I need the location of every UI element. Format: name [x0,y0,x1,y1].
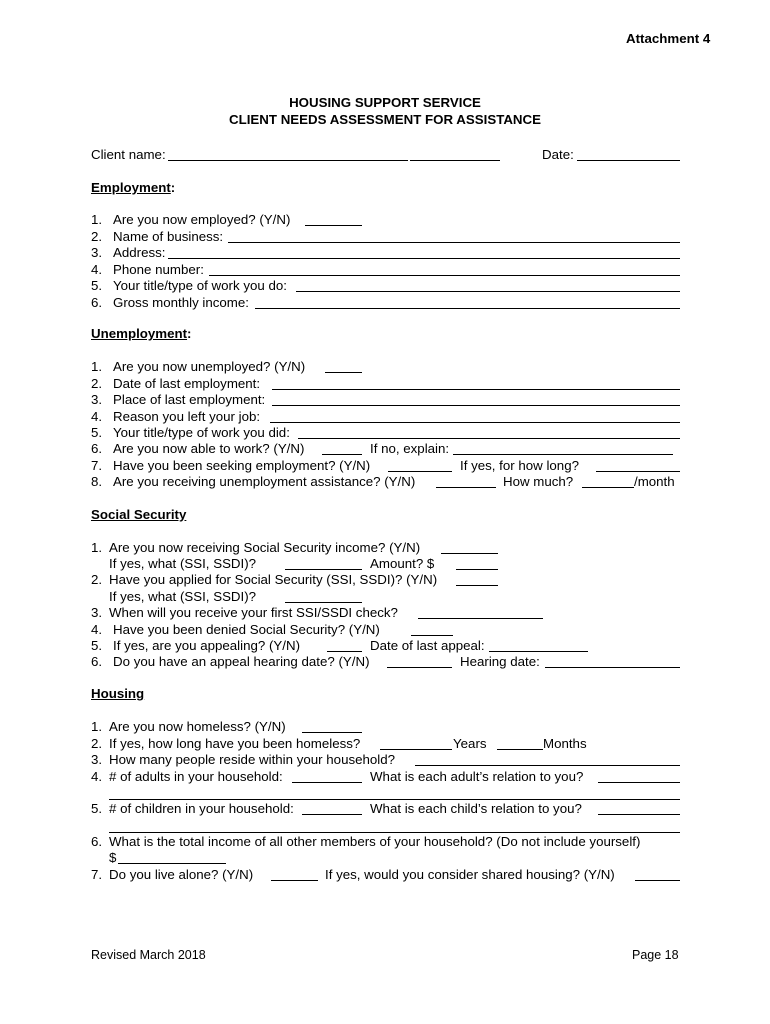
unemployment-assistance-yn-field[interactable] [436,474,496,488]
social-security-heading: Social Security [91,507,187,522]
first-check-field[interactable] [418,605,543,619]
ss-item-1-sub: If yes, what (SSI, SSDI)? [109,556,257,571]
per-month-label: /month [634,474,675,489]
business-name-field[interactable] [228,229,680,243]
child-relation-field[interactable] [598,801,680,815]
explain-field[interactable] [453,441,673,455]
employment-item-1: 1. Are you now employed? (Y/N) [91,212,291,227]
applied-ss-yn-field[interactable] [456,572,498,586]
housing-heading: Housing [91,686,145,701]
reason-left-field[interactable] [270,409,680,423]
unemployed-yn-field[interactable] [325,359,362,373]
hearing-date-field[interactable] [545,654,680,668]
employment-item-5: 5. Your title/type of work you do: [91,278,287,293]
housing-item-6: 6. What is the total income of all other members of your household? (Do not include yourself) [91,834,641,849]
ss-item-3: 3. When will you receive your first SSI/SSDI check? [91,605,398,620]
housing-item-3: 3. How many people reside within your household? [91,752,396,767]
employment-item-3: 3. Address: [91,245,166,260]
homeless-months-field[interactable] [497,736,543,750]
housing-item-5: 5. # of children in your household: [91,801,294,816]
unemployment-item-6: 6. Are you now able to work? (Y/N) [91,441,305,456]
work-did-field[interactable] [298,425,680,439]
homeless-yn-field[interactable] [302,719,362,733]
ss-item-1: 1. Are you now receiving Social Security income? (Y/N) [91,540,421,555]
years-label: Years [453,736,487,751]
how-much-label: How much? [503,474,574,489]
employment-heading: Employment: [91,180,176,195]
last-appeal-label: Date of last appeal: [370,638,485,653]
adults-count-field[interactable] [292,769,362,783]
gross-income-field[interactable] [255,295,680,309]
child-relation-extra-line[interactable] [109,832,680,833]
if-no-explain-label: If no, explain: [370,441,450,456]
amount-field[interactable] [456,556,498,570]
last-employment-place-field[interactable] [272,392,680,406]
client-name-field-extra[interactable] [410,147,500,161]
form-title-line-2: CLIENT NEEDS ASSESSMENT FOR ASSISTANCE [228,112,541,127]
ss-type-field[interactable] [285,556,362,570]
employed-yn-field[interactable] [305,212,362,226]
applied-ss-type-field[interactable] [285,589,362,603]
child-relation-label: What is each child’s relation to you? [370,801,582,816]
housing-item-7: 7. Do you live alone? (Y/N) [91,867,254,882]
date-label: Date: [542,147,574,162]
last-appeal-date-field[interactable] [489,638,588,652]
other-income-field[interactable] [118,850,226,864]
denied-ss-yn-field[interactable] [411,622,453,636]
adult-relation-label: What is each adult’s relation to you? [370,769,584,784]
revision-date: Revised March 2018 [91,948,206,962]
client-name-field[interactable] [168,147,408,161]
ss-item-2-sub: If yes, what (SSI, SSDI)? [109,589,257,604]
unemployment-item-1: 1. Are you now unemployed? (Y/N) [91,359,306,374]
how-long-label: If yes, for how long? [460,458,579,473]
unemployment-item-8: 8. Are you receiving unemployment assistance? (Y/N) [91,474,416,489]
employment-item-2: 2. Name of business: [91,229,224,244]
housing-item-2: 2. If yes, how long have you been homeless? [91,736,361,751]
hearing-yn-field[interactable] [387,654,452,668]
unemployment-item-3: 3. Place of last employment: [91,392,266,407]
seeking-employment-yn-field[interactable] [388,458,452,472]
able-to-work-yn-field[interactable] [322,441,362,455]
homeless-years-field[interactable] [380,736,452,750]
housing-item-1: 1. Are you now homeless? (Y/N) [91,719,286,734]
unemployment-heading: Unemployment: [91,326,192,341]
unemployment-item-7: 7. Have you been seeking employment? (Y/N) [91,458,371,473]
ss-item-5: 5. If yes, are you appealing? (Y/N) [91,638,300,653]
ss-item-6: 6. Do you have an appeal hearing date? (Y/N) [91,654,370,669]
shared-housing-label: If yes, would you consider shared housing? (Y/N) [325,867,615,882]
unemployment-item-5: 5. Your title/type of work you did: [91,425,290,440]
hearing-date-label: Hearing date: [460,654,540,669]
attachment-label: Attachment 4 [626,31,711,46]
amount-label: Amount? $ [370,556,435,571]
months-label: Months [543,736,587,751]
ss-item-2: 2. Have you applied for Social Security (SSI, SSDI)? (Y/N) [91,572,438,587]
address-field[interactable] [168,245,680,259]
how-long-field[interactable] [596,458,680,472]
employment-item-6: 6. Gross monthly income: [91,295,249,310]
other-income-dollar: $ [109,850,117,865]
employment-item-4: 4. Phone number: [91,262,204,277]
appealing-yn-field[interactable] [327,638,362,652]
work-title-field[interactable] [296,278,680,292]
live-alone-yn-field[interactable] [271,867,318,881]
housing-item-4: 4. # of adults in your household: [91,769,283,784]
client-name-label: Client name: [91,147,166,162]
children-count-field[interactable] [302,801,362,815]
household-count-field[interactable] [415,752,680,766]
ss-item-4: 4. Have you been denied Social Security? (Y/N) [91,622,380,637]
adult-relation-field[interactable] [598,769,680,783]
form-title-line-1: HOUSING SUPPORT SERVICE [289,95,481,110]
unemployment-item-4: 4. Reason you left your job: [91,409,261,424]
date-field[interactable] [577,147,680,161]
unemployment-item-2: 2. Date of last employment: [91,376,261,391]
phone-number-field[interactable] [209,262,680,276]
page-number: Page 18 [632,948,679,962]
last-employment-date-field[interactable] [272,376,680,390]
adult-relation-extra-line[interactable] [109,799,680,800]
shared-housing-yn-field[interactable] [635,867,680,881]
how-much-field[interactable] [582,474,634,488]
receiving-ss-yn-field[interactable] [441,540,498,554]
